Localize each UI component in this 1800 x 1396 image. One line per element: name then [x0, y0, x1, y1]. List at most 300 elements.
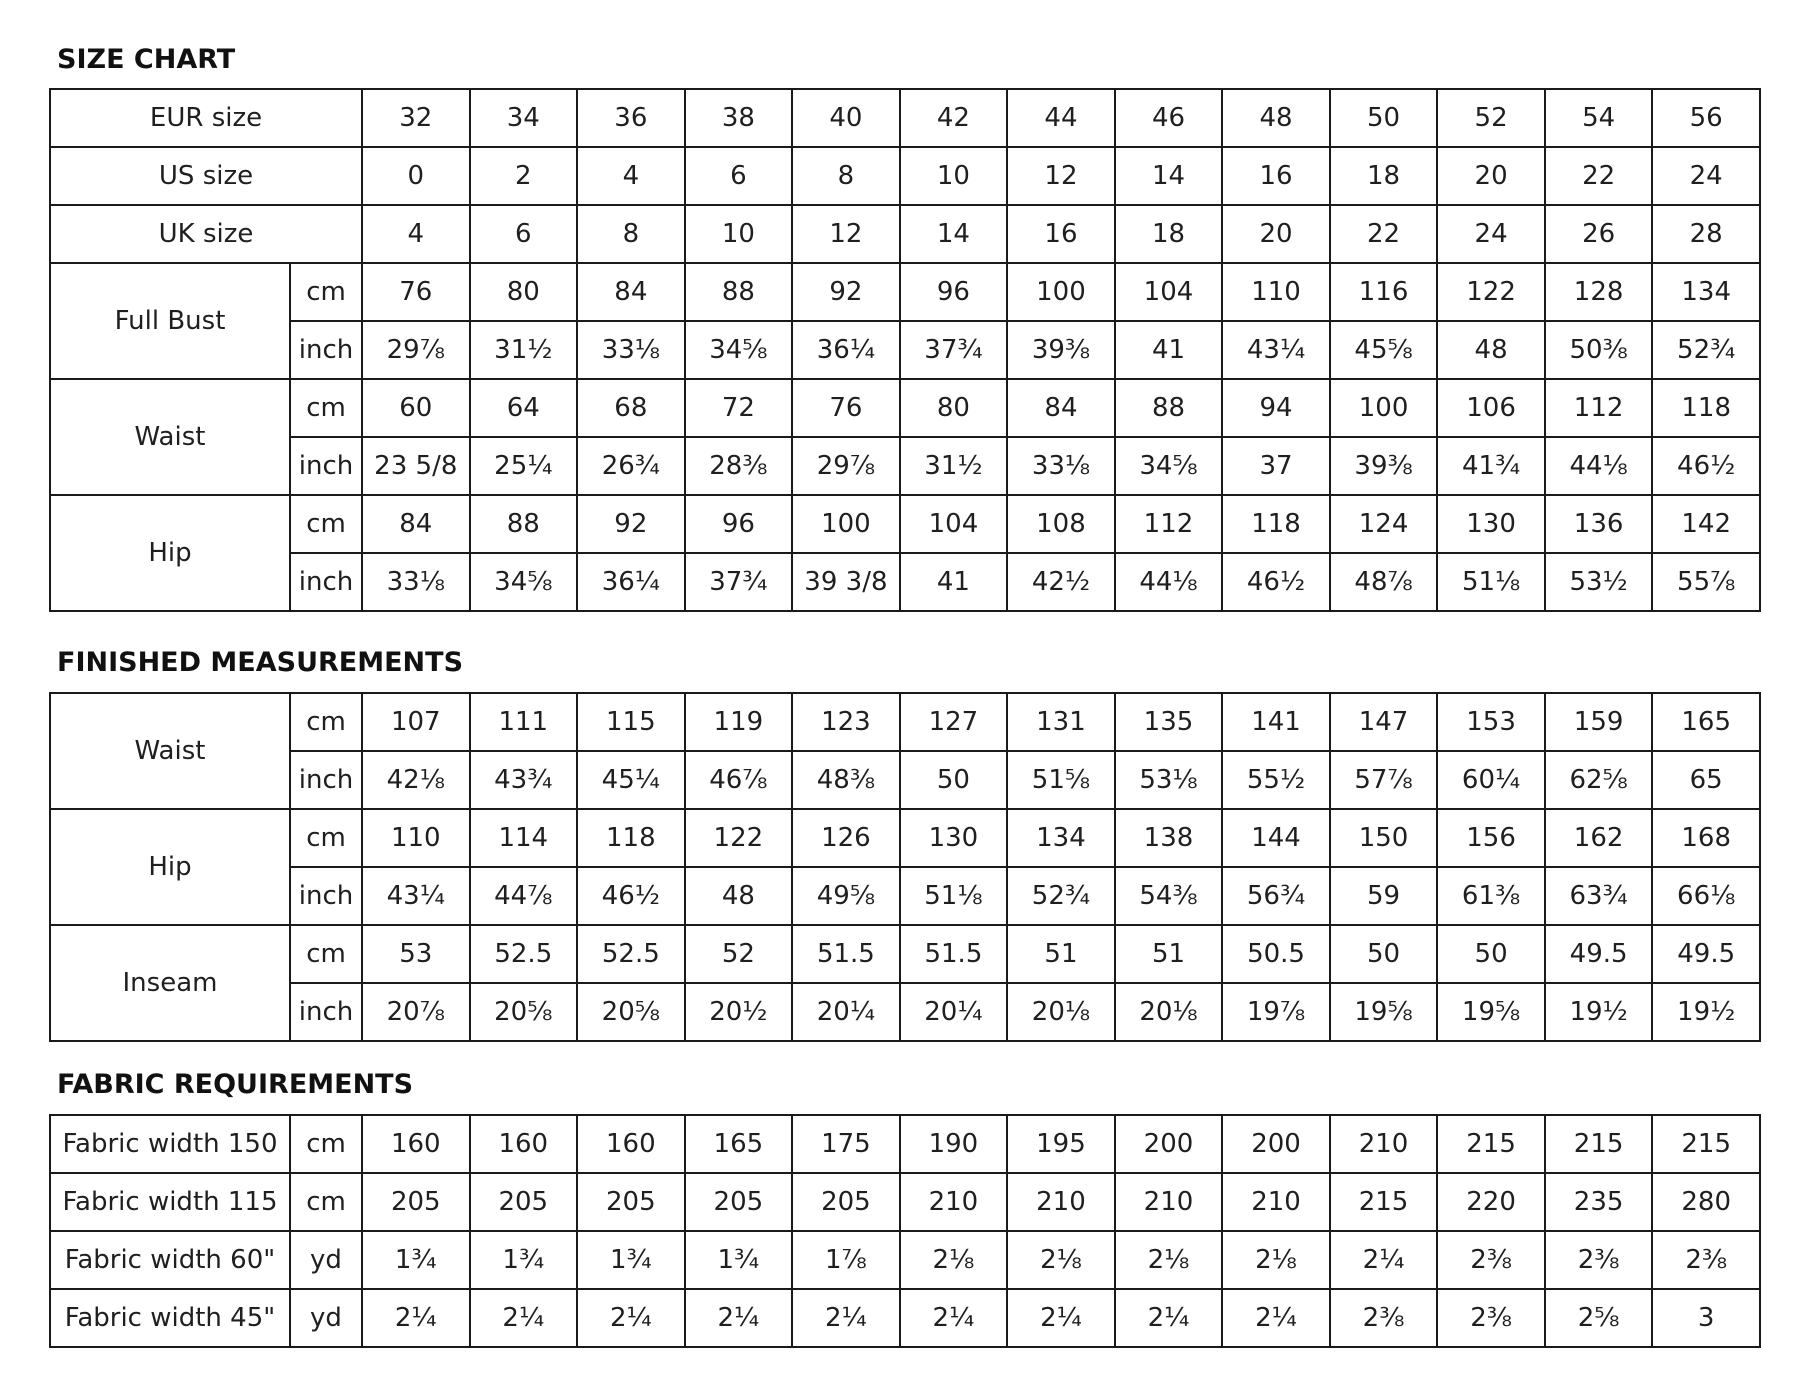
value-cell: 57⅞ [1330, 751, 1438, 809]
size-cell: 46 [1115, 89, 1223, 147]
table-row [50, 1289, 1760, 1347]
value-cell: 51⅛ [1437, 553, 1545, 611]
value-cell: 20½ [685, 983, 793, 1041]
value-cell: 92 [792, 263, 900, 321]
value-cell: 33⅛ [362, 553, 470, 611]
value-cell: 107 [362, 693, 470, 751]
value-cell: 2⅜ [1437, 1231, 1545, 1289]
value-cell: 64 [470, 379, 578, 437]
value-cell: 144 [1222, 809, 1330, 867]
value-cell: 28⅜ [685, 437, 793, 495]
fabric-requirements-table [49, 1114, 1761, 1348]
value-cell: 44⅞ [470, 867, 578, 925]
value-cell: 2⅜ [1437, 1289, 1545, 1347]
value-cell: 130 [900, 809, 1008, 867]
measurement-label: Waist [50, 379, 290, 495]
value-cell: 19⅝ [1330, 983, 1438, 1041]
table-row [50, 147, 1760, 205]
size-system-label: US size [50, 147, 362, 205]
value-cell: 147 [1330, 693, 1438, 751]
table-row [50, 379, 1760, 437]
value-cell: 168 [1652, 809, 1760, 867]
value-cell: 51 [1115, 925, 1223, 983]
value-cell: 134 [1652, 263, 1760, 321]
value-cell: 235 [1545, 1173, 1653, 1231]
value-cell: 2¼ [900, 1289, 1008, 1347]
value-cell: 2⅜ [1545, 1231, 1653, 1289]
table-row [50, 809, 1760, 867]
value-cell: 1⅞ [792, 1231, 900, 1289]
value-cell: 110 [362, 809, 470, 867]
value-cell: 115 [577, 693, 685, 751]
value-cell: 123 [792, 693, 900, 751]
size-chart-title: SIZE CHART [57, 44, 236, 75]
measurement-label: Hip [50, 495, 290, 611]
value-cell: 215 [1330, 1173, 1438, 1231]
value-cell: 41 [1115, 321, 1223, 379]
value-cell: 162 [1545, 809, 1653, 867]
value-cell: 39 3/8 [792, 553, 900, 611]
value-cell: 51⅛ [900, 867, 1008, 925]
value-cell: 160 [362, 1115, 470, 1173]
value-cell: 44⅛ [1115, 553, 1223, 611]
value-cell: 46½ [1222, 553, 1330, 611]
size-cell: 6 [470, 205, 578, 263]
value-cell: 34⅝ [685, 321, 793, 379]
value-cell: 280 [1652, 1173, 1760, 1231]
fabric-width-label: Fabric width 115 [50, 1173, 290, 1231]
value-cell: 2⅜ [1330, 1289, 1438, 1347]
value-cell: 60 [362, 379, 470, 437]
size-cell: 24 [1652, 147, 1760, 205]
unit-cell: inch [290, 553, 362, 611]
value-cell: 36¼ [792, 321, 900, 379]
value-cell: 37¾ [685, 553, 793, 611]
value-cell: 20⅝ [470, 983, 578, 1041]
value-cell: 43¼ [1222, 321, 1330, 379]
value-cell: 118 [1652, 379, 1760, 437]
value-cell: 29⅞ [362, 321, 470, 379]
value-cell: 68 [577, 379, 685, 437]
table-row [50, 1173, 1760, 1231]
value-cell: 141 [1222, 693, 1330, 751]
table-row [50, 437, 1760, 495]
value-cell: 42½ [1007, 553, 1115, 611]
size-system-label: EUR size [50, 89, 362, 147]
value-cell: 48 [1437, 321, 1545, 379]
value-cell: 104 [1115, 263, 1223, 321]
value-cell: 205 [792, 1173, 900, 1231]
value-cell: 39⅜ [1330, 437, 1438, 495]
value-cell: 44⅛ [1545, 437, 1653, 495]
value-cell: 2⅛ [1222, 1231, 1330, 1289]
value-cell: 112 [1545, 379, 1653, 437]
value-cell: 118 [577, 809, 685, 867]
size-cell: 40 [792, 89, 900, 147]
value-cell: 80 [470, 263, 578, 321]
value-cell: 25¼ [470, 437, 578, 495]
unit-cell: cm [290, 1115, 362, 1173]
value-cell: 39⅜ [1007, 321, 1115, 379]
value-cell: 104 [900, 495, 1008, 553]
value-cell: 190 [900, 1115, 1008, 1173]
value-cell: 19½ [1545, 983, 1653, 1041]
value-cell: 51 [1007, 925, 1115, 983]
value-cell: 51.5 [792, 925, 900, 983]
value-cell: 50 [900, 751, 1008, 809]
value-cell: 61⅜ [1437, 867, 1545, 925]
value-cell: 48⅜ [792, 751, 900, 809]
value-cell: 138 [1115, 809, 1223, 867]
value-cell: 128 [1545, 263, 1653, 321]
value-cell: 51.5 [900, 925, 1008, 983]
value-cell: 72 [685, 379, 793, 437]
value-cell: 26¾ [577, 437, 685, 495]
value-cell: 50.5 [1222, 925, 1330, 983]
value-cell: 2⅛ [1007, 1231, 1115, 1289]
fabric-width-label: Fabric width 150 [50, 1115, 290, 1173]
unit-cell: cm [290, 495, 362, 553]
size-cell: 28 [1652, 205, 1760, 263]
value-cell: 46½ [577, 867, 685, 925]
value-cell: 62⅝ [1545, 751, 1653, 809]
value-cell: 2¼ [792, 1289, 900, 1347]
value-cell: 100 [1007, 263, 1115, 321]
value-cell: 220 [1437, 1173, 1545, 1231]
value-cell: 1¾ [577, 1231, 685, 1289]
value-cell: 84 [1007, 379, 1115, 437]
value-cell: 52 [685, 925, 793, 983]
size-cell: 4 [362, 205, 470, 263]
value-cell: 76 [792, 379, 900, 437]
value-cell: 1¾ [685, 1231, 793, 1289]
unit-cell: cm [290, 925, 362, 983]
value-cell: 2¼ [577, 1289, 685, 1347]
value-cell: 142 [1652, 495, 1760, 553]
size-cell: 6 [685, 147, 793, 205]
value-cell: 52.5 [470, 925, 578, 983]
value-cell: 48⅞ [1330, 553, 1438, 611]
finished-measurements-table [49, 692, 1761, 1042]
value-cell: 88 [470, 495, 578, 553]
table-row [50, 693, 1760, 751]
value-cell: 210 [900, 1173, 1008, 1231]
value-cell: 52¾ [1652, 321, 1760, 379]
value-cell: 49.5 [1652, 925, 1760, 983]
value-cell: 29⅞ [792, 437, 900, 495]
value-cell: 20⅞ [362, 983, 470, 1041]
value-cell: 210 [1222, 1173, 1330, 1231]
value-cell: 55⅞ [1652, 553, 1760, 611]
value-cell: 210 [1007, 1173, 1115, 1231]
unit-cell: inch [290, 321, 362, 379]
value-cell: 122 [1437, 263, 1545, 321]
unit-cell: inch [290, 437, 362, 495]
value-cell: 116 [1330, 263, 1438, 321]
value-cell: 34⅝ [470, 553, 578, 611]
value-cell: 92 [577, 495, 685, 553]
value-cell: 2⅜ [1652, 1231, 1760, 1289]
value-cell: 1¾ [362, 1231, 470, 1289]
table-row [50, 925, 1760, 983]
measurement-label: Hip [50, 809, 290, 925]
size-cell: 24 [1437, 205, 1545, 263]
size-cell: 22 [1330, 205, 1438, 263]
size-cell: 20 [1437, 147, 1545, 205]
value-cell: 80 [900, 379, 1008, 437]
value-cell: 55½ [1222, 751, 1330, 809]
value-cell: 127 [900, 693, 1008, 751]
size-cell: 50 [1330, 89, 1438, 147]
value-cell: 195 [1007, 1115, 1115, 1173]
unit-cell: cm [290, 809, 362, 867]
value-cell: 2¼ [1330, 1231, 1438, 1289]
value-cell: 33⅛ [1007, 437, 1115, 495]
size-cell: 22 [1545, 147, 1653, 205]
value-cell: 51⅝ [1007, 751, 1115, 809]
unit-cell: inch [290, 983, 362, 1041]
table-row [50, 89, 1760, 147]
value-cell: 88 [1115, 379, 1223, 437]
value-cell: 45⅝ [1330, 321, 1438, 379]
value-cell: 110 [1222, 263, 1330, 321]
table-row [50, 1115, 1760, 1173]
value-cell: 130 [1437, 495, 1545, 553]
value-cell: 2¼ [362, 1289, 470, 1347]
value-cell: 63¾ [1545, 867, 1653, 925]
value-cell: 52.5 [577, 925, 685, 983]
value-cell: 50⅜ [1545, 321, 1653, 379]
value-cell: 210 [1330, 1115, 1438, 1173]
value-cell: 45¼ [577, 751, 685, 809]
measurement-label: Full Bust [50, 263, 290, 379]
size-cell: 56 [1652, 89, 1760, 147]
size-cell: 18 [1115, 205, 1223, 263]
size-cell: 8 [577, 205, 685, 263]
size-cell: 20 [1222, 205, 1330, 263]
value-cell: 160 [577, 1115, 685, 1173]
value-cell: 59 [1330, 867, 1438, 925]
value-cell: 88 [685, 263, 793, 321]
value-cell: 135 [1115, 693, 1223, 751]
value-cell: 53 [362, 925, 470, 983]
value-cell: 2¼ [1115, 1289, 1223, 1347]
size-cell: 34 [470, 89, 578, 147]
size-cell: 32 [362, 89, 470, 147]
size-cell: 48 [1222, 89, 1330, 147]
value-cell: 84 [362, 495, 470, 553]
table-row [50, 205, 1760, 263]
value-cell: 56¾ [1222, 867, 1330, 925]
value-cell: 156 [1437, 809, 1545, 867]
table-row [50, 321, 1760, 379]
value-cell: 205 [470, 1173, 578, 1231]
value-cell: 159 [1545, 693, 1653, 751]
value-cell: 66⅛ [1652, 867, 1760, 925]
value-cell: 136 [1545, 495, 1653, 553]
value-cell: 20⅛ [1115, 983, 1223, 1041]
size-cell: 14 [900, 205, 1008, 263]
value-cell: 36¼ [577, 553, 685, 611]
size-cell: 18 [1330, 147, 1438, 205]
value-cell: 150 [1330, 809, 1438, 867]
value-cell: 20⅝ [577, 983, 685, 1041]
unit-cell: cm [290, 379, 362, 437]
unit-cell: inch [290, 751, 362, 809]
value-cell: 118 [1222, 495, 1330, 553]
value-cell: 126 [792, 809, 900, 867]
fabric-width-label: Fabric width 60" [50, 1231, 290, 1289]
unit-cell: inch [290, 867, 362, 925]
value-cell: 42⅛ [362, 751, 470, 809]
value-cell: 215 [1437, 1115, 1545, 1173]
value-cell: 2⅛ [1115, 1231, 1223, 1289]
value-cell: 2¼ [1007, 1289, 1115, 1347]
fabric-width-label: Fabric width 45" [50, 1289, 290, 1347]
value-cell: 3 [1652, 1289, 1760, 1347]
value-cell: 33⅛ [577, 321, 685, 379]
value-cell: 43¾ [470, 751, 578, 809]
value-cell: 84 [577, 263, 685, 321]
size-cell: 12 [1007, 147, 1115, 205]
value-cell: 2¼ [1222, 1289, 1330, 1347]
value-cell: 19½ [1652, 983, 1760, 1041]
value-cell: 131 [1007, 693, 1115, 751]
value-cell: 205 [685, 1173, 793, 1231]
value-cell: 124 [1330, 495, 1438, 553]
value-cell: 53⅛ [1115, 751, 1223, 809]
value-cell: 153 [1437, 693, 1545, 751]
value-cell: 205 [577, 1173, 685, 1231]
size-cell: 14 [1115, 147, 1223, 205]
size-system-label: UK size [50, 205, 362, 263]
value-cell: 41 [900, 553, 1008, 611]
size-cell: 52 [1437, 89, 1545, 147]
value-cell: 108 [1007, 495, 1115, 553]
value-cell: 165 [685, 1115, 793, 1173]
value-cell: 2¼ [685, 1289, 793, 1347]
unit-cell: cm [290, 263, 362, 321]
value-cell: 41¾ [1437, 437, 1545, 495]
value-cell: 76 [362, 263, 470, 321]
table-row [50, 751, 1760, 809]
size-cell: 54 [1545, 89, 1653, 147]
value-cell: 20¼ [792, 983, 900, 1041]
finished-measurements-title: FINISHED MEASUREMENTS [57, 647, 464, 678]
size-cell: 16 [1222, 147, 1330, 205]
value-cell: 96 [900, 263, 1008, 321]
value-cell: 48 [685, 867, 793, 925]
value-cell: 106 [1437, 379, 1545, 437]
value-cell: 50 [1330, 925, 1438, 983]
unit-cell: cm [290, 1173, 362, 1231]
size-cell: 2 [470, 147, 578, 205]
value-cell: 210 [1115, 1173, 1223, 1231]
size-cell: 26 [1545, 205, 1653, 263]
unit-cell: yd [290, 1231, 362, 1289]
size-cell: 0 [362, 147, 470, 205]
value-cell: 31½ [470, 321, 578, 379]
size-cell: 44 [1007, 89, 1115, 147]
value-cell: 20⅛ [1007, 983, 1115, 1041]
value-cell: 49⅝ [792, 867, 900, 925]
value-cell: 100 [1330, 379, 1438, 437]
size-cell: 8 [792, 147, 900, 205]
value-cell: 2¼ [470, 1289, 578, 1347]
value-cell: 23 5/8 [362, 437, 470, 495]
value-cell: 19⅝ [1437, 983, 1545, 1041]
measurement-label: Waist [50, 693, 290, 809]
value-cell: 46½ [1652, 437, 1760, 495]
value-cell: 205 [362, 1173, 470, 1231]
value-cell: 111 [470, 693, 578, 751]
table-row [50, 495, 1760, 553]
value-cell: 175 [792, 1115, 900, 1173]
value-cell: 119 [685, 693, 793, 751]
value-cell: 1¾ [470, 1231, 578, 1289]
unit-cell: yd [290, 1289, 362, 1347]
value-cell: 31½ [900, 437, 1008, 495]
value-cell: 94 [1222, 379, 1330, 437]
table-row [50, 1231, 1760, 1289]
table-row [50, 263, 1760, 321]
value-cell: 134 [1007, 809, 1115, 867]
unit-cell: cm [290, 693, 362, 751]
size-cell: 12 [792, 205, 900, 263]
value-cell: 54⅜ [1115, 867, 1223, 925]
value-cell: 165 [1652, 693, 1760, 751]
table-row [50, 867, 1760, 925]
value-cell: 112 [1115, 495, 1223, 553]
value-cell: 2⅝ [1545, 1289, 1653, 1347]
size-cell: 16 [1007, 205, 1115, 263]
value-cell: 52¾ [1007, 867, 1115, 925]
value-cell: 34⅝ [1115, 437, 1223, 495]
value-cell: 19⅞ [1222, 983, 1330, 1041]
value-cell: 50 [1437, 925, 1545, 983]
value-cell: 122 [685, 809, 793, 867]
value-cell: 20¼ [900, 983, 1008, 1041]
value-cell: 37¾ [900, 321, 1008, 379]
value-cell: 37 [1222, 437, 1330, 495]
size-cell: 38 [685, 89, 793, 147]
value-cell: 43¼ [362, 867, 470, 925]
value-cell: 215 [1652, 1115, 1760, 1173]
value-cell: 160 [470, 1115, 578, 1173]
table-row [50, 553, 1760, 611]
table-row [50, 983, 1760, 1041]
size-cell: 10 [685, 205, 793, 263]
size-chart-table [49, 88, 1761, 612]
value-cell: 200 [1222, 1115, 1330, 1173]
value-cell: 49.5 [1545, 925, 1653, 983]
value-cell: 53½ [1545, 553, 1653, 611]
size-cell: 42 [900, 89, 1008, 147]
value-cell: 96 [685, 495, 793, 553]
value-cell: 65 [1652, 751, 1760, 809]
value-cell: 215 [1545, 1115, 1653, 1173]
value-cell: 46⅞ [685, 751, 793, 809]
measurement-label: Inseam [50, 925, 290, 1041]
size-cell: 10 [900, 147, 1008, 205]
size-cell: 4 [577, 147, 685, 205]
fabric-requirements-title: FABRIC REQUIREMENTS [57, 1069, 414, 1100]
value-cell: 200 [1115, 1115, 1223, 1173]
value-cell: 100 [792, 495, 900, 553]
value-cell: 114 [470, 809, 578, 867]
value-cell: 2⅛ [900, 1231, 1008, 1289]
size-cell: 36 [577, 89, 685, 147]
